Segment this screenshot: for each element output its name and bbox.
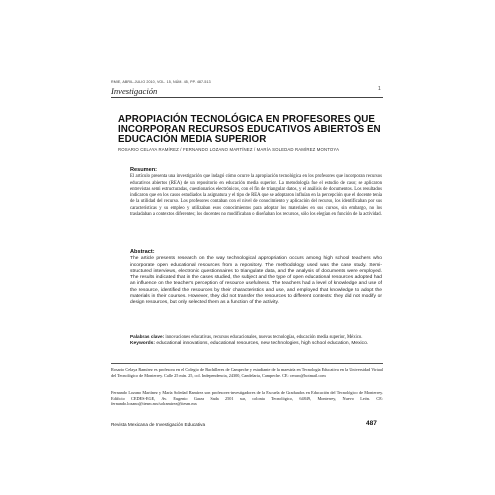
footnote-author-2: Fernando Lozano Martínez y María Soledad Ramírez son profesores-investigadores de la Escuela de Graduados en Educación del Tecnológico de Monterrey. Edificio CEDES-EGE, Av. Eugenio Garza Sada 2501 sur, colonia Tecnológico, 64849, Monterrey, Nuevo León. CE: fernando.lozano@itesm.mx/solramirez@itesm.mx: [111, 390, 383, 407]
palabras-clave-text: innovaciones educativas, recursos educacionales, nuevas tecnologías, educación media superior, México.: [165, 335, 363, 340]
footnote-rule: [111, 363, 383, 364]
resumen-text: El artículo presenta una investigación que indagó cómo ocurre la apropiación tecnológica en los profesores que incorporan recursos educativos abiertos (REA) de un repositorio en educación media superior. La metodología fue el estudio de caso; se aplicaron entrevistas semi estructuradas, cuestionarios electrónicos, con el fin de triangular datos, y el análisis de documentos. Los resultados indicaron que en los casos estudiados la asignatura y el tipo de REA que se adoptaron influían en la percepción que el docente tenía de la utilidad del recurso. Los profesores contaban con el nivel de conocimiento y aplicación del recurso, los identificaban por sus características y su empleo y utilizaban esos conocimientos para adoptar los materiales en sus cursos, sin embargo, no los trasladaban a contextos diferentes; los docentes no modificaban o diseñaban los recursos, sólo los elegían en función de la actividad.: [130, 174, 382, 218]
keywords: [130, 341, 382, 347]
resumen-block: [130, 167, 382, 218]
article-title: APROPIACIÓN TECNOLÓGICA EN PROFESORES QUE INCORPORAN RECURSOS EDUCATIVOS ABIERTOS EN EDUCACIÓN MEDIA SUPERIOR: [118, 114, 381, 146]
keywords-block: [130, 334, 382, 348]
footer-journal-name: Revista Mexicana de Investigación Educativa: [111, 422, 206, 427]
palabras-clave-label: Palabras clave:: [130, 334, 165, 339]
journal-citation-line: RMIE, ABRIL-JULIO 2010, VOL. 15, NÚM. 45, PP. 487-513: [111, 80, 211, 84]
article-authors: ROSARIO CELAYA RAMÍREZ / FERNANDO LOZANO MARTÍNEZ / MARÍA SOLEDAD RAMÍREZ MONTOYA: [118, 147, 340, 152]
abstract-heading: Abstract:: [130, 249, 155, 255]
abstract-text: The article presents research on the way technological appropriation occurs among high school teachers who incorporate open educational resources from a repository. The methodology used was the case study. Semi-structured interviews, electronic questionnaires to triangulate data, and the analysis of documents were employed. The results indicated that in the cases studied, the subject and the type of open educational resources adopted had an influence on the teacher's perception of resource usefulness. The teachers had a level of knowledge and use of the resource, identified the resources by their characteristics and use, and employed that knowledge to adopt the materials in their courses. However, they did not transfer the resources to different contexts: they did not modify or design resources, but only selected them as a function of the activity.: [130, 256, 382, 306]
footer-page-number: 487: [366, 420, 377, 427]
abstract-block: [130, 249, 382, 307]
keywords-label: Keywords:: [130, 341, 156, 347]
resumen-heading: Resumen:: [130, 167, 158, 173]
keywords-text: educational innovations, educational resources, new technologies, high school education, Mexico.: [156, 341, 369, 347]
footnote-author-1: Rosario Celaya Ramírez es profesora en el Colegio de Bachilleres de Campeche y estudiante de la maestría en Tecnología Educativa en la Universidad Virtual del Tecnológico de Monterrey. Calle 25 mín. 25, col. Independencia, 24300, Candelaria, Campeche. CE: ceraro@hotmail.com: [111, 367, 383, 378]
section-label: Investigación: [111, 86, 158, 96]
header-rule: [111, 97, 383, 98]
page-marker: 1: [378, 86, 381, 92]
